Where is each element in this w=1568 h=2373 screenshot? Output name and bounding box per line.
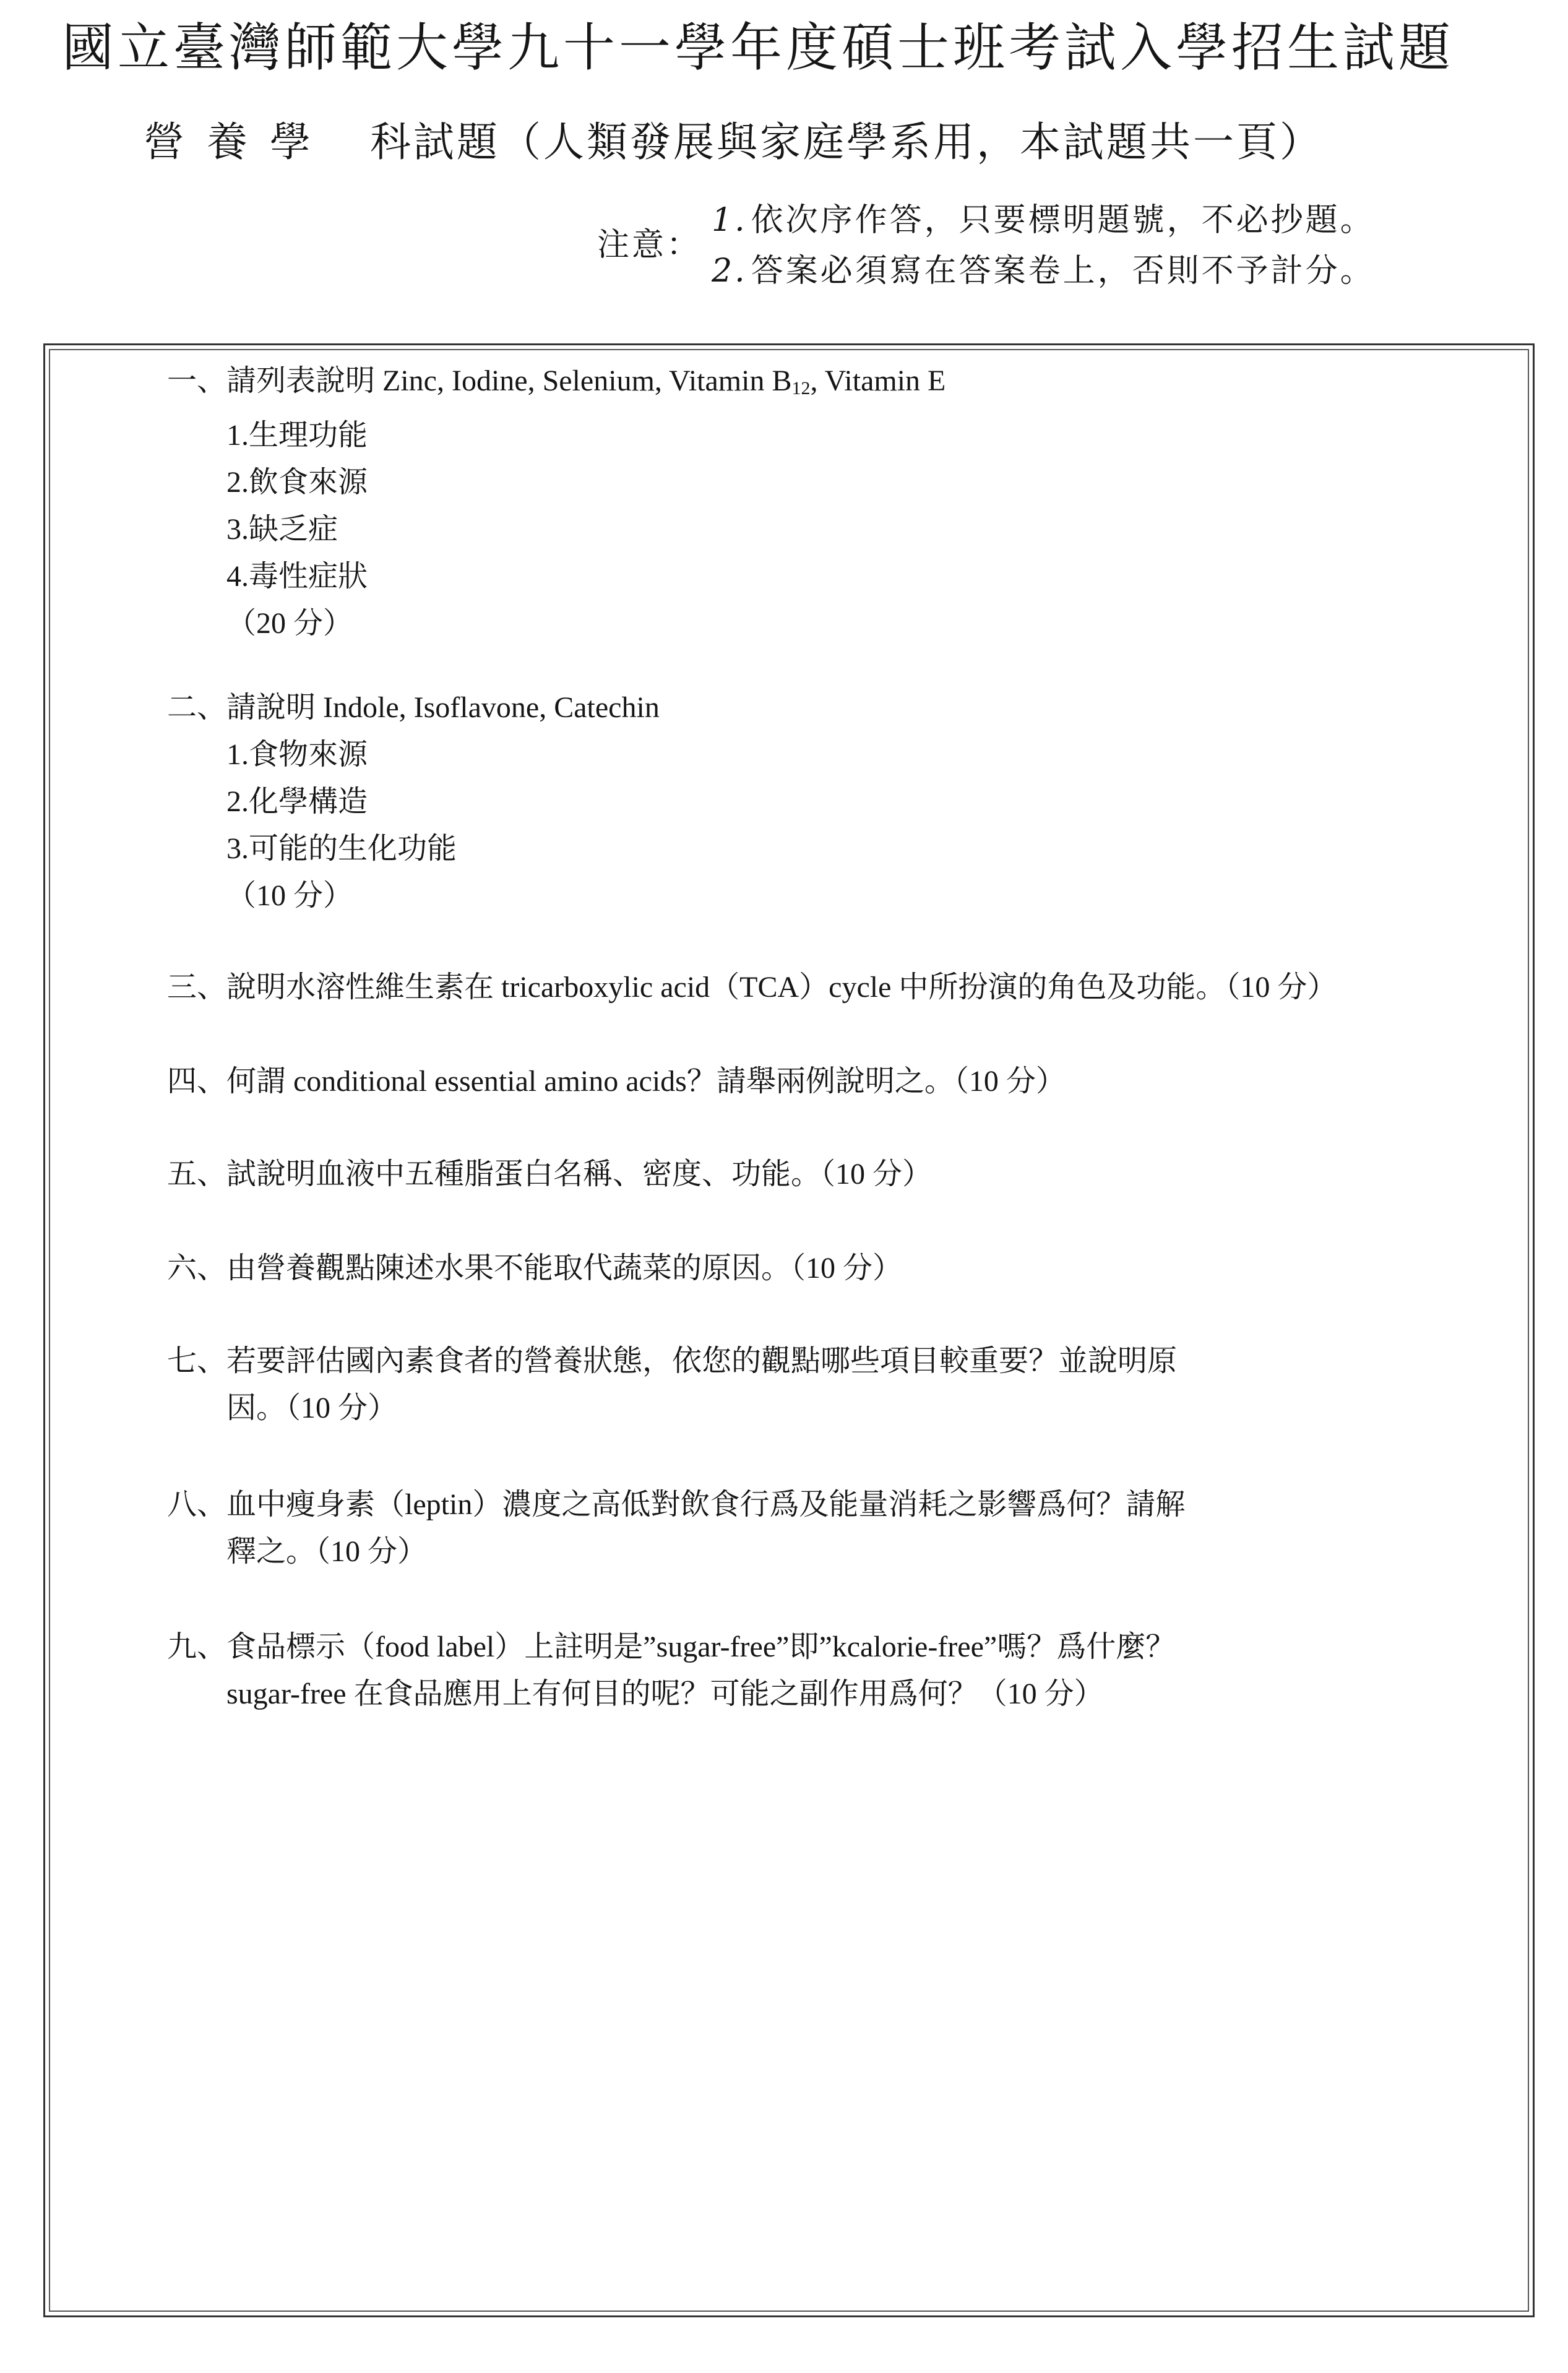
question-number: 七、 xyxy=(167,1345,227,1377)
question-5: 五、試說明血液中五種脂蛋白名稱、密度、功能。（10 分） xyxy=(167,1151,932,1198)
sub-item: 3.缺乏症 xyxy=(226,513,338,546)
sub-item: 2.化學構造 xyxy=(226,785,368,818)
sub-item: 4.毒性症狀 xyxy=(226,560,368,593)
score: （20 分） xyxy=(226,607,353,640)
question-9: 九、食品標示（food label）上註明是”sugar-free”即”kcalorie-free”嗎？爲什麼？ sugar-free 在食品應用上有何目的呢？可能之副作用爲何？（10 分） xyxy=(167,1624,1175,1718)
question-7: 七、若要評估國內素食者的營養狀態，依您的觀點哪些項目較重要？並說明原 因。（10 分） xyxy=(167,1338,1177,1432)
question-4: 四、何謂 conditional essential amino acids？請舉兩例說明之。（10 分） xyxy=(167,1058,1066,1105)
question-number: 一、 xyxy=(167,364,227,397)
exam-subtitle xyxy=(144,114,1323,170)
question-8: 八、血中瘦身素（leptin）濃度之高低對飲食行爲及能量消耗之影響爲何？請解 釋之。（10 分） xyxy=(167,1481,1185,1575)
instructions xyxy=(597,195,1375,296)
question-number: 六、 xyxy=(167,1252,227,1285)
sub-item: 1.生理功能 xyxy=(226,419,368,452)
question-number: 九、 xyxy=(167,1630,227,1663)
instructions-list xyxy=(597,195,1375,296)
sub-item: 3.可能的生化功能 xyxy=(226,832,457,865)
subject-name: 營養學 xyxy=(144,118,333,166)
subtitle-rest: 科試題（人類發展與家庭學系用，本試題共一頁） xyxy=(370,118,1323,166)
question-1: 一、請列表說明 Zinc, Iodine, Selenium, Vitamin $B_{12}$, Vitamin E 1.生理功能 2.飲食來源 3.缺乏症 4.毒性症狀 （20 分） xyxy=(167,358,946,647)
score: （10 分） xyxy=(226,879,353,912)
question-3: 三、說明水溶性維生素在 tricarboxylic acid（TCA）cycle 中所扮演的角色及功能。（10 分） xyxy=(167,964,1337,1011)
instructions-label: 注意： xyxy=(597,226,702,264)
instruction-item: 1. 依次序作答，只要標明題號，不必抄題。 xyxy=(712,202,1375,239)
sub-item: 2.飲食來源 xyxy=(226,466,368,499)
question-6: 六、由營養觀點陳述水果不能取代蔬菜的原因。（10 分） xyxy=(167,1245,902,1292)
question-number: 四、 xyxy=(167,1065,227,1098)
sub-item: 1.食物來源 xyxy=(226,738,368,771)
question-2: 二、請說明 Indole, Isoflavone, Catechin 1.食物來源 2.化學構造 3.可能的生化功能 （10 分） xyxy=(167,684,660,919)
question-number: 三、 xyxy=(167,971,227,1004)
question-number: 二、 xyxy=(167,691,227,724)
exam-title: 國立臺灣師範大學九十一學年度碩士班考試入學招生試題 xyxy=(62,17,1455,78)
question-number: 五、 xyxy=(167,1158,227,1191)
question-number: 八、 xyxy=(167,1488,227,1521)
instruction-item: 2. 答案必須寫在答案卷上，否則不予計分。 xyxy=(712,252,1375,290)
